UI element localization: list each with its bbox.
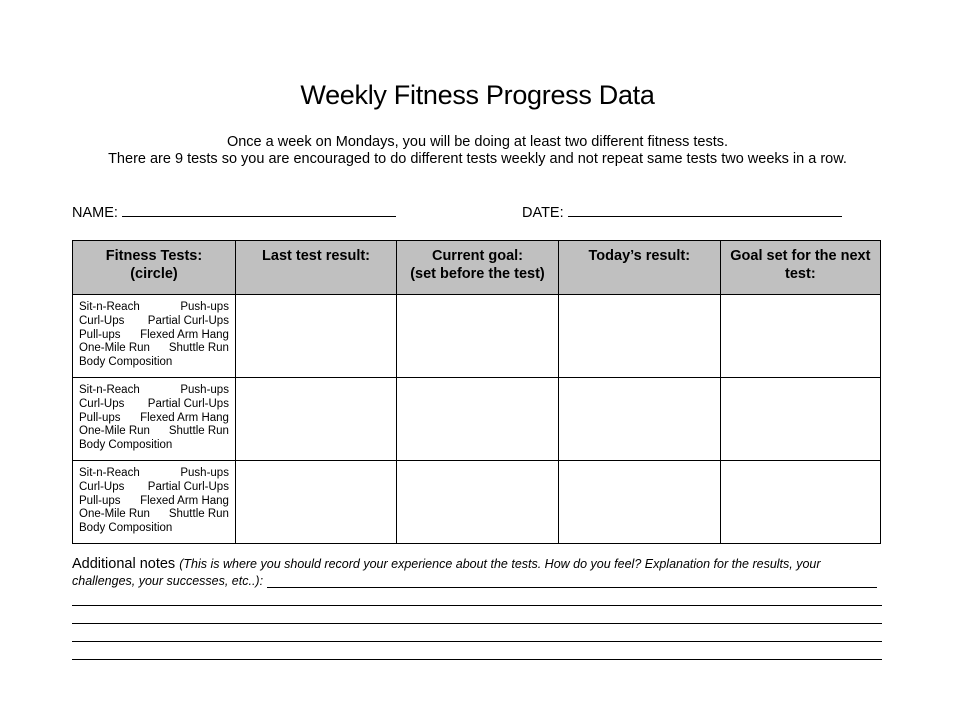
test-option[interactable]: Shuttle Run [168,508,229,521]
test-option[interactable]: Push-ups [180,384,229,396]
header-next-goal: Goal set for the next test: [720,241,880,295]
test-option[interactable]: Pull-ups [79,328,121,341]
date-field [522,204,842,221]
test-option[interactable]: Body Composition [79,439,173,452]
test-option[interactable]: Shuttle Run [168,425,229,438]
test-option[interactable]: Shuttle Run [168,342,229,355]
date-input-line[interactable] [568,204,842,217]
test-option[interactable]: One-Mile Run [79,342,150,355]
intro-line-2: There are 9 tests so you are encouraged to do different tests weekly and not repeat same tests two weeks in a row. [108,151,847,167]
test-option[interactable]: Curl-Ups [79,397,125,410]
notes-instruction-1: (This is where you should record your experience about the tests. How do you feel? Explanation for the results, your [179,557,821,571]
test-option[interactable]: Flexed Arm Hang [140,494,229,507]
test-option[interactable]: Body Composition [79,356,173,369]
current-goal-cell[interactable] [397,295,559,378]
notes-label: Additional notes [72,556,176,572]
test-option[interactable]: Body Composition [79,522,173,535]
page-title: Weekly Fitness Progress Data [300,80,655,110]
test-options-cell [73,378,236,461]
table-row [73,378,881,461]
test-option[interactable]: Sit-n-Reach [79,301,140,313]
notes-ruled-line[interactable] [72,659,882,660]
test-options-cell [73,295,236,378]
additional-notes [72,556,882,588]
test-option[interactable]: One-Mile Run [79,425,150,438]
fitness-table [72,240,881,544]
intro-text [0,134,955,168]
name-input-line[interactable] [122,204,396,217]
next-goal-cell[interactable] [720,378,880,461]
test-option[interactable]: One-Mile Run [79,508,150,521]
todays-result-cell[interactable] [558,295,720,378]
test-option[interactable]: Partial Curl-Ups [147,314,229,327]
intro-line-1: Once a week on Mondays, you will be doing at least two different fitness tests. [226,134,729,150]
header-last-test-result: Last test result: [235,241,396,295]
todays-result-cell[interactable] [558,378,720,461]
test-option[interactable]: Partial Curl-Ups [147,397,229,410]
current-goal-cell[interactable] [397,378,559,461]
notes-input-line[interactable] [267,575,877,588]
header-todays-result: Today’s result: [558,241,720,295]
date-label: DATE: [522,205,564,221]
table-row [73,295,881,378]
test-option[interactable]: Flexed Arm Hang [140,411,229,424]
notes-ruled-line[interactable] [72,605,882,606]
test-option[interactable]: Sit-n-Reach [79,467,140,479]
next-goal-cell[interactable] [720,461,880,544]
test-option[interactable]: Pull-ups [79,411,121,424]
todays-result-cell[interactable] [558,461,720,544]
test-option[interactable]: Partial Curl-Ups [147,480,229,493]
test-option[interactable]: Flexed Arm Hang [140,328,229,341]
test-option[interactable]: Curl-Ups [79,314,125,327]
test-option[interactable]: Pull-ups [79,494,121,507]
last-result-cell[interactable] [235,461,396,544]
name-field [72,204,396,221]
name-label: NAME: [72,205,118,221]
notes-instruction-2: challenges, your successes, etc..): [72,574,264,588]
table-row [73,461,881,544]
next-goal-cell[interactable] [720,295,880,378]
test-option[interactable]: Sit-n-Reach [79,384,140,396]
test-option[interactable]: Curl-Ups [79,480,125,493]
table-header-row [73,241,881,295]
current-goal-cell[interactable] [397,461,559,544]
last-result-cell[interactable] [235,378,396,461]
test-options-cell [73,461,236,544]
notes-ruled-line[interactable] [72,641,882,642]
notes-ruled-line[interactable] [72,623,882,624]
test-option[interactable]: Push-ups [180,301,229,313]
header-current-goal: Current goal: (set before the test) [397,241,559,295]
header-fitness-tests: Fitness Tests: (circle) [73,241,236,295]
test-option[interactable]: Push-ups [180,467,229,479]
last-result-cell[interactable] [235,295,396,378]
